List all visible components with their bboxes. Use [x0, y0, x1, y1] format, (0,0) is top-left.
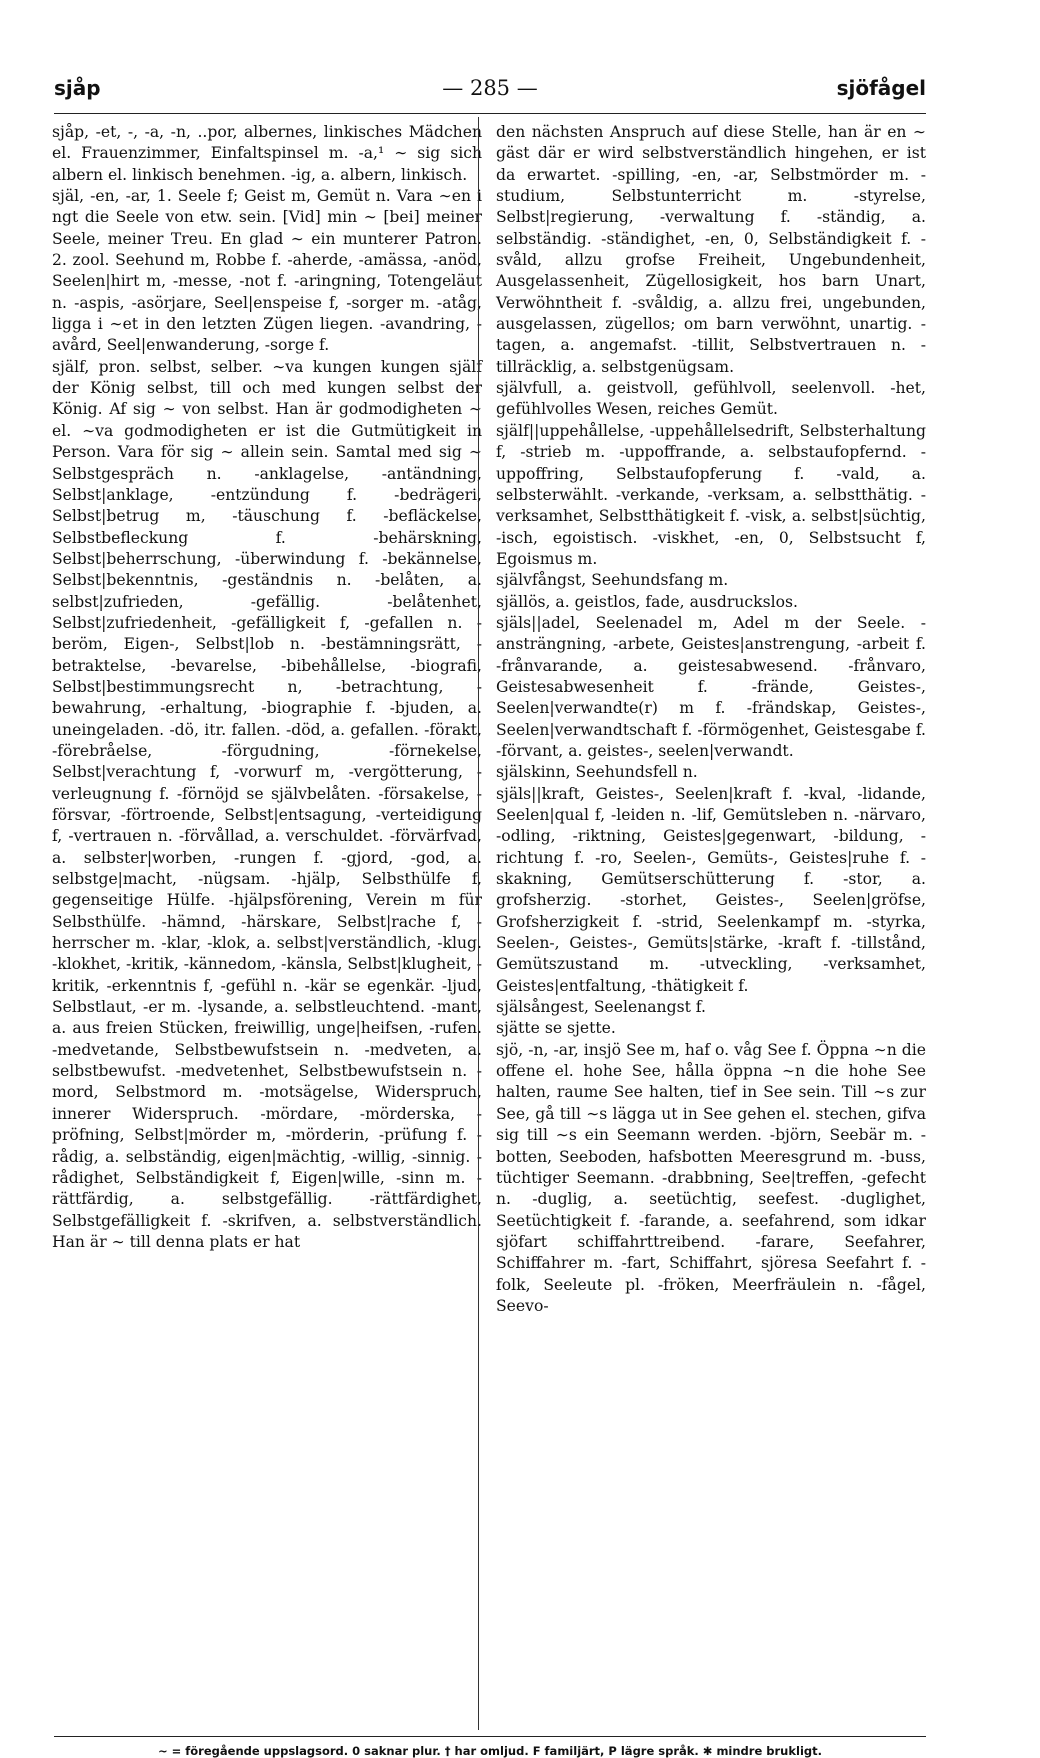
- entry-sjalfuppehallelse: själf||uppehållelse, -uppehållelsedrift, Selbsterhaltung f, -strieb m. -uppoffrande, a. selbstaufopfernd. -uppoffring, Selbstaufopferung f. -vald, a. selbsterwählt. -verkande, -verksam, a. selbstthätig. -verksamhet, Selbstthätigkeit f. -visk, a. selbst|süchtig, -isch, egoistisch. -viskhet, -en, 0, Selbstsucht f, Egoismus m.: [496, 421, 926, 568]
- page-number: — 285 —: [442, 76, 538, 100]
- entry-sjalskraft: själs||kraft, Geistes-, Seelen|kraft f. -kval, -lidande, Seelen|qual f, -leiden n. -lif, Gemütsleben n. -närvaro, -odling, -riktning, Geistes|gegenwart, -bildung, -richtung f. -ro, Seelen-, Gemüts-, Geistes|ruhe f. -skakning, Gemütserschütterung f. -stor, a. grofsherzig. -storhet, Geistes-, Seelen|gröfse, Grofsherzigkeit f. -strid, Seelenkampf m. -styrka, Seelen-, Geistes-, Gemüts|stärke, -kraft f. -tillstånd, Gemütszustand m. -utveckling, -verksamhet, Geistes|entfaltung, -thätigkeit f.: [496, 784, 926, 995]
- left-column: [52, 122, 482, 1752]
- entry-sjo: sjö, -n, -ar, insjö See m, haf o. våg See f. Öppna ∼n die offene el. hohe See, hålla öppna ∼n die hohe See halten, raume See halten, tief in See sein. Till ∼s zur See, gå till ∼s lägga ut in See gehen el. stechen, gifva sig till ∼s ein Seemann werden. -björn, Seebär m. -botten, Seeboden, hafsbotten Meeresgrund m. -buss, tüchtiger Seemann. -drabbning, See|treffen, -gefecht n. -duglig, a. seetüchtig, seefest. -duglighet, Seetüchtigkeit f. -farande, a. seefahrend, som idkar sjöfart schiffahrttreibend. -farare, Seefahrer, Schiffahrer m. -fart, Schiffahrt, sjöresa Seefahrt f. -folk, Seeleute pl. -fröken, Meerfräulein n. -fågel, Seevo-: [496, 1040, 926, 1315]
- right-column: [496, 122, 926, 1752]
- entry-sjallos: själlös, a. geistlos, fade, ausdruckslos.: [496, 592, 798, 611]
- entry-sjalf: själf, pron. selbst, selber. ∼va kungen kungen själf der König selbst, till och med kungen selbst der König. Af sig ∼ von selbst. Han är godmodigheten ∼ el. ∼va godmodigheten er ist die Gutmütigkeit in Person. Vara för sig ∼ allein sein. Samtal med sig ∼ Selbstgespräch n. -anklagelse, -antändning, Selbst|anklage, -entzündung f. -bedrägeri, Selbst|betrug m, -täuschung f. -befläckelse, Selbstbefleckung f. -behärskning, Selbst|beherrschung, -überwindung f. -bekännelse, Selbst|bekenntnis, -geständnis n. -belåten, a. selbst|zufrieden, -gefällig. -belåtenhet, Selbst|zufriedenheit, -gefälligkeit f, -gefallen n. -beröm, Eigen-, Selbst|lob n. -bestämningsrätt, -betraktelse, -bevarelse, -bibehållelse, -biografi, Selbst|bestimmungsrecht n, -betrachtung, -bewahrung, -erhaltung, -biographie f. -bjuden, a. uneingeladen. -dö, itr. fallen. -död, a. gefallen. -förakt, -förebråelse, -förgudning, -förnekelse, Selbst|verachtung f, -vorwurf m, -vergötterung, -verleugnung f. -förnöjd se självbelåten. -försakelse, -försvar, -förtroende, Selbst|entsagung, -verteidigung f, -vertrauen n. -förvållad, a. verschuldet. -förvärfvad, a. selbster|worben, -rungen f. -gjord, -god, a. selbstge|macht, -nügsam. -hjälp, Selbsthülfe f, gegenseitige Hülfe. -hjälpsförening, Verein m für Selbsthülfe. -hämnd, -härskare, Selbst|rache f, -herrscher m. -klar, -klok, a. selbst|verständlich, -klug. -klokhet, -kritik, -kännedom, -känsla, Selbst|klugheit, -kritik, -erkenntnis f, -gefühl n. -kär se egenkär. -ljud, Selbstlaut, -er m. -lysande, a. selbstleuchtend. -mant, a. aus freien Stücken, freiwillig, unge|heifsen, -rufen. -medvetande, Selbstbewufstsein n. -medveten, a. selbstbewufst. -medvetenhet, Selbstbewufstsein n. -mord, Selbstmord m. -motsägelse, Widerspruch, innerer Widerspruch. -mördare, -mörderska, -pröfning, Selbst|mörder m, -mörderin, -prüfung f. -rådig, a. selbständig, eigen|mächtig, -willig, -sinnig. -rådighet, Selbständigkeit f, Eigen|wille, -sinn m. -rättfärdig, a. selbstgefällig. -rättfärdighet, Selbstgefälligkeit f. -skrifven, a. selbstverständlich. Han är ∼ till denna plats er hat: [52, 357, 483, 1251]
- right-guide-word: sjöfågel: [836, 76, 926, 100]
- entry-sjalskinn: själskinn, Seehundsfell n.: [496, 763, 698, 782]
- running-header: [54, 76, 926, 106]
- entry-continuation: den nächsten Anspruch auf diese Stelle, han är en ∼ gäst där er wird selbstverständlich hingehen, er ist da erwartet. -spilling, -en, -ar, Selbstmörder m. -studium, Selbstunterricht m. -styrelse, Selbst|regierung, -verwaltung f. -ständig, a. selbständig. -ständighet, -en, 0, Selbständigkeit f. -svåld, allzu grofse Freiheit, Ungebundenheit, Ausgelassenheit, Zügellosigkeit, hos barn Unart, Verwöhntheit f. -svåldig, a. allzu frei, ungebunden, ausgelassen, zügellos; om barn verwöhnt, unartig. -tagen, a. angemafst. -tillit, Selbstvertrauen n. -tillräcklig, a. selbstgenügsam.: [496, 123, 926, 376]
- entry-sjalsangest: själsångest, Seelenangst f.: [496, 998, 706, 1017]
- footer-rule: [54, 1736, 926, 1737]
- entry-sjalfangst: självfångst, Seehundsfang m.: [496, 571, 729, 590]
- entry-sjalfull: självfull, a. geistvoll, gefühlvoll, seelenvoll. -het, gefühlvolles Wesen, reiches Gemüt.: [496, 379, 926, 419]
- entry-sjalsadel: själs||adel, Seelenadel m, Adel m der Seele. -ansträngning, -arbete, Geistes|anstrengung, -arbeit f. -frånvarande, a. geistesabwesend. -frånvaro, Geistesabwesenheit f. -frände, Geistes-, Seelen|verwandte(r) m f. -frändskap, Geistes-, Seelen|verwandtschaft f. -förmögenhet, Geistesgabe f. -förvant, a. geistes-, seelen|verwandt.: [496, 613, 926, 760]
- header-rule: [54, 113, 926, 114]
- entry-sjal: själ, -en, -ar, 1. Seele f; Geist m, Gemüt n. Vara ∼en i ngt die Seele von etw. sein. [Vid] min ∼ [bei] meiner Seele, meiner Treu. En glad ∼ ein munterer Patron. 2. zool. Seehund m, Robbe f. -aherde, -amässa, -anöd, Seelen|hirt m, -messe, -not f. -aringning, Totengeläut n. -aspis, -asörjare, Seel|enspeise f, -sorger m. -atåg, ligga i ∼et in den letzten Zügen liegen. -avandring, -avård, Seel|enwanderung, -sorge f.: [52, 187, 482, 355]
- abbreviation-legend: ∼ = föregående uppslagsord. 0 saknar plur. † har omljud. F familjärt, P lägre språk. ✱ mindre brukligt.: [158, 1744, 822, 1758]
- entry-sjatte: sjätte se sjette.: [496, 1019, 616, 1038]
- entry-sjap: sjåp, -et, -, -a, -n, ..por, albernes, linkisches Mädchen el. Frauenzimmer, Einfaltspinsel m. -a,¹ ∼ sig sich albern el. linkisch benehmen. -ig, a. albern, linkisch.: [52, 123, 482, 184]
- column-divider: [478, 117, 479, 1730]
- left-guide-word: sjåp: [54, 76, 101, 100]
